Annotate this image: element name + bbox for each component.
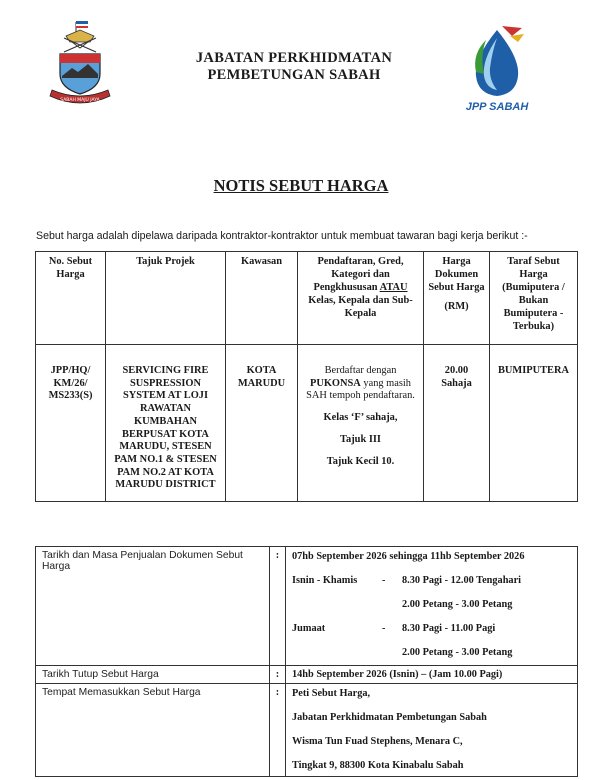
slot-day	[292, 598, 382, 622]
pendaftaran-pre: Berdaftar dengan	[324, 365, 397, 376]
agency-name-line1: JABATAN PERKHIDMATAN	[195, 50, 393, 66]
pendaftaran-pukonsa: PUKONSA	[309, 377, 361, 389]
jpp-sabah-logo	[462, 24, 532, 114]
project-table	[35, 251, 578, 502]
cell-tajuk: SERVICING FIRE SUSPRESSION SYSTEM AT LOJI RAWATAN KUMBAHAN BERPUSAT KOTA MARUDU, STESEN PAM NO.1 & STESEN PAM NO.2 AT KOTA MARUDU DISTRICT	[106, 345, 226, 502]
cell-no: JPP/HQ/ KM/26/ MS233(S)	[36, 345, 106, 502]
tajuk-kelas-text: Tajuk III	[340, 433, 381, 445]
close-label: Tarikh Tutup Sebut Harga	[36, 666, 270, 684]
table-header-row	[36, 252, 578, 345]
schedule-table	[35, 546, 578, 777]
kelas-text: Kelas ‘F’ sahaja,	[323, 412, 398, 424]
place-line: Jabatan Perkhidmatan Pembetungan Sabah	[292, 712, 487, 723]
place-line: Wisma Tun Fuad Stephens, Menara C,	[292, 736, 463, 747]
slot-dash: -	[382, 575, 386, 586]
place-row	[36, 684, 578, 777]
slot-row	[292, 598, 571, 622]
agency-name	[160, 50, 428, 84]
slot-time: 8.30 Pagi - 11.00 Pagi	[402, 623, 496, 634]
slot-day: Jumaat	[292, 623, 326, 634]
agency-name-line2: PEMBETUNGAN SABAH	[207, 67, 381, 83]
header-pendaftaran-post: Kelas, Kepala dan Sub-Kepala	[308, 295, 413, 319]
slot-day	[292, 646, 382, 662]
colon: :	[270, 547, 286, 666]
notice-title: NOTIS SEBUT HARGA	[213, 176, 389, 195]
slot-dash: -	[382, 623, 386, 634]
crest-motto: SABAH MAJU JAYA	[60, 98, 100, 103]
header-tajuk: Tajuk Projek	[106, 252, 226, 345]
sale-label: Tarikh dan Masa Penjualan Dokumen Sebut Harga	[36, 547, 270, 666]
header-taraf: Taraf Sebut Harga (Bumiputera / Bukan Bumiputera - Terbuka)	[490, 252, 578, 345]
slot-time: 2.00 Petang - 3.00 Petang	[402, 599, 513, 610]
sabah-state-crest	[42, 18, 118, 110]
header-no: No. Sebut Harga	[36, 252, 106, 345]
place-value	[286, 684, 578, 777]
slot-dash	[382, 598, 402, 622]
sale-value	[286, 547, 578, 666]
cell-kawasan: KOTA MARUDU	[226, 345, 298, 502]
close-row	[36, 666, 578, 684]
slot-row	[292, 574, 571, 598]
close-value: 14hb September 2026 (Isnin) – (Jam 10.00 Pagi)	[286, 666, 578, 684]
harga-value: 20.00	[444, 365, 469, 376]
slot-row	[292, 646, 571, 662]
header-harga	[424, 252, 490, 345]
place-line: Peti Sebut Harga,	[292, 688, 371, 699]
slot-time: 2.00 Petang - 3.00 Petang	[402, 647, 513, 658]
table-row	[36, 345, 578, 502]
logo-text: JPP SABAH	[465, 101, 529, 113]
pendaftaran-post: yang masih SAH tempoh pendaftaran.	[306, 377, 415, 402]
colon: :	[270, 666, 286, 684]
harga-note: Sahaja	[441, 377, 472, 389]
sale-row	[36, 547, 578, 666]
slot-time: 8.30 Pagi - 12.00 Tengahari	[402, 575, 521, 586]
header-harga-label: Harga Dokumen Sebut Harga	[428, 256, 485, 293]
place-label: Tempat Memasukkan Sebut Harga	[36, 684, 270, 777]
cell-taraf: BUMIPUTERA	[490, 345, 578, 502]
colon: :	[270, 684, 286, 777]
header-pendaftaran-atau: ATAU	[379, 282, 408, 293]
cell-pendaftaran	[298, 345, 424, 502]
cell-harga	[424, 345, 490, 502]
header-pendaftaran	[298, 252, 424, 345]
slot-dash	[382, 646, 402, 662]
header-kawasan: Kawasan	[226, 252, 298, 345]
intro-text: Sebut harga adalah dipelawa daripada kontraktor-kontraktor untuk membuat tawaran bagi kerja berikut :-	[36, 230, 528, 242]
place-line: Tingkat 9, 88300 Kota Kinabalu Sabah	[292, 760, 464, 771]
tajuk-kecil-text: Tajuk Kecil 10.	[326, 455, 395, 467]
sale-dates: 07hb September 2026 sehingga 11hb September 2026	[292, 551, 525, 562]
header-pendaftaran-pre: Pendaftaran, Gred, Kategori dan Pengkhususan	[313, 256, 404, 293]
slot-day: Isnin - Khamis	[292, 575, 358, 586]
header-harga-unit: (RM)	[444, 301, 469, 312]
slot-row	[292, 622, 571, 646]
